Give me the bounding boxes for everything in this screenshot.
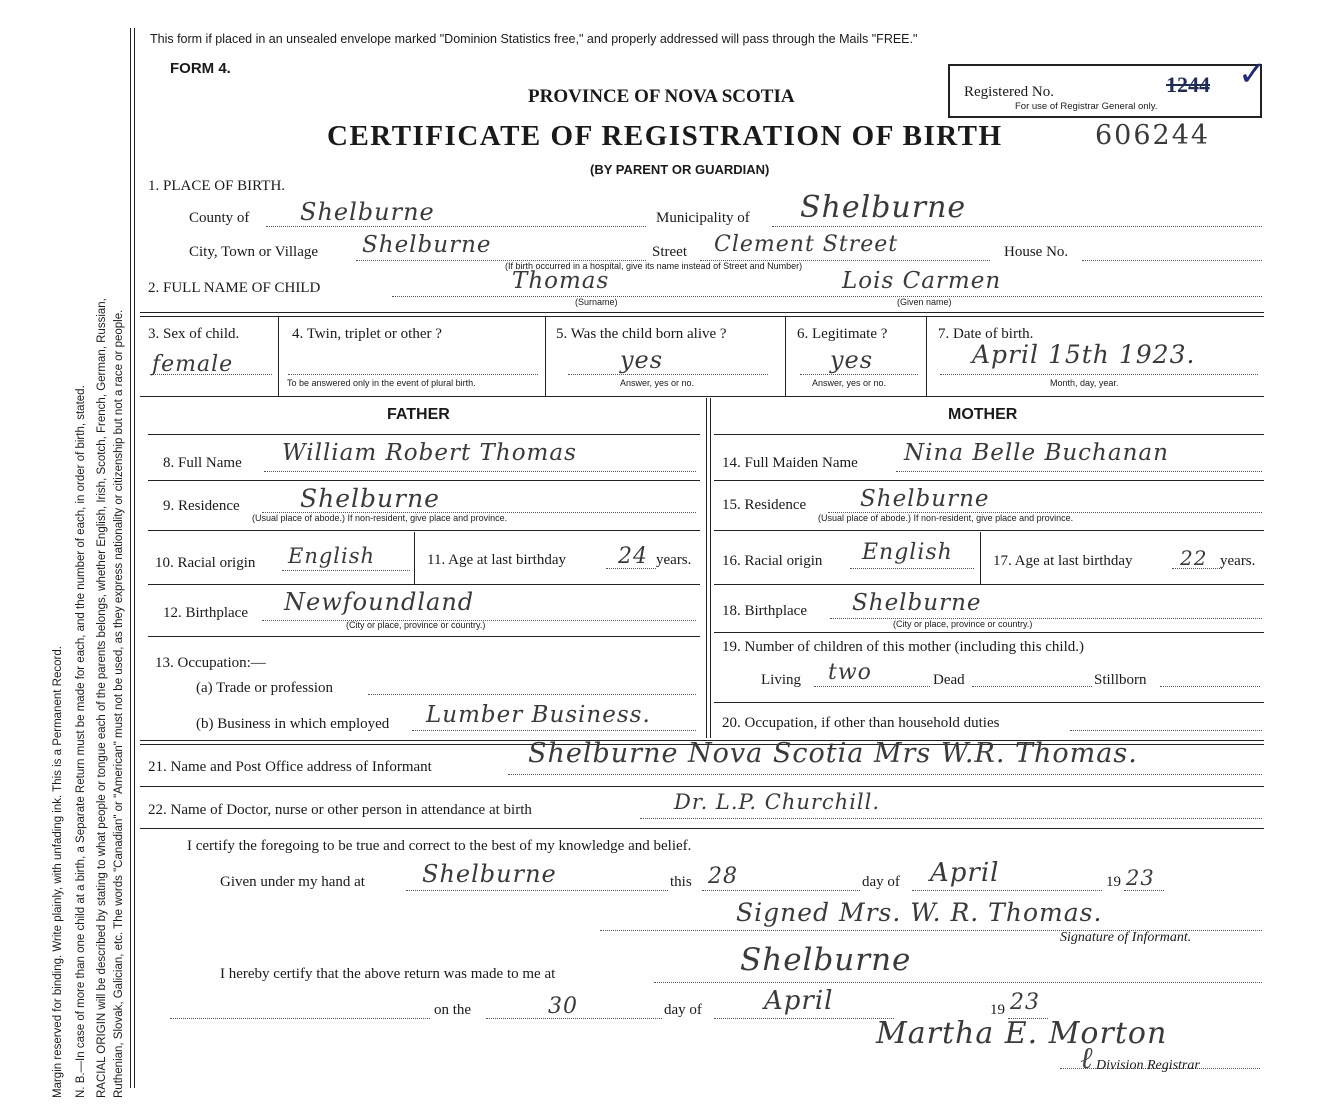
certificate-number: 606244: [1095, 120, 1211, 151]
form-number: FORM 4.: [170, 60, 231, 77]
margin-rule: [130, 28, 131, 1088]
child-surname: Thomas: [512, 268, 610, 294]
registrar-year: 23: [1010, 990, 1040, 1015]
mother-res-value: Shelburne: [860, 486, 990, 512]
house-label: House No.: [1004, 244, 1069, 260]
twin-label: 4. Twin, triplet or other ?: [292, 326, 442, 342]
mother-heading: MOTHER: [948, 406, 1018, 423]
given-label: Given under my hand at: [220, 874, 365, 890]
certificate-subtitle: (BY PARENT OR GUARDIAN): [590, 162, 770, 177]
registered-number: 1244: [1166, 72, 1210, 97]
city-value: Shelburne: [362, 232, 492, 258]
father-age-value: 24: [618, 544, 648, 569]
mother-racial-value: English: [862, 540, 953, 565]
certify-statement: I certify the foregoing to be true and correct to the best of my knowledge and belief.: [187, 838, 692, 854]
given-day-of-label: day of: [862, 874, 900, 890]
city-label: City, Town or Village: [189, 244, 319, 260]
municipality-value: Shelburne: [800, 190, 967, 225]
father-res-label: 9. Residence: [163, 498, 240, 514]
living-label: Living: [761, 672, 801, 688]
registered-note: For use of Registrar General only.: [1015, 101, 1158, 112]
mother-age-value: 22: [1180, 546, 1208, 570]
this-label: this: [670, 874, 692, 890]
informant-signature: Signed Mrs. W. R. Thomas.: [736, 898, 1103, 927]
informant-label: 21. Name and Post Office address of Informant: [148, 759, 432, 775]
father-name-value: William Robert Thomas: [282, 440, 577, 466]
living-value: two: [828, 660, 872, 685]
street-label: Street: [652, 244, 687, 260]
alive-value: yes: [620, 346, 664, 374]
county-value: Shelburne: [300, 198, 435, 226]
dob-note: Month, day, year.: [1050, 378, 1119, 388]
children-label: 19. Number of children of this mother (including this child.): [722, 639, 1085, 655]
father-name-label: 8. Full Name: [163, 455, 242, 471]
registrar-day-of-label: day of: [664, 1002, 702, 1018]
province-heading: PROVINCE OF NOVA SCOTIA: [528, 86, 795, 107]
child-name-label: 2. FULL NAME OF CHILD: [148, 280, 321, 296]
twin-note: To be answered only in the event of plural birth.: [287, 378, 476, 388]
father-birthplace-value: Newfoundland: [284, 588, 475, 616]
dead-label: Dead: [933, 672, 965, 688]
margin-note-binding: Margin reserved for binding. Write plainly, with unfading ink. This is a Permanent Record.: [52, 646, 64, 1098]
father-age-label: 11. Age at last birthday: [427, 552, 566, 568]
mother-birthplace-label: 18. Birthplace: [722, 603, 807, 619]
margin-rule-inner: [134, 28, 135, 1088]
mother-name-value: Nina Belle Buchanan: [904, 440, 1169, 466]
dob-value: April 15th 1923.: [972, 340, 1196, 369]
legit-value: yes: [830, 346, 874, 374]
mother-name-label: 14. Full Maiden Name: [722, 455, 858, 471]
place-heading: 1. PLACE OF BIRTH.: [148, 178, 286, 194]
mother-birthplace-note: (City or place, province or country.): [893, 619, 1033, 629]
father-res-note: (Usual place of abode.) If non-resident, give place and province.: [252, 513, 508, 523]
registrar-initials: ℓ: [1080, 1042, 1093, 1075]
father-birthplace-note: (City or place, province or country.): [346, 620, 486, 630]
margin-note-racial-origin: RACIAL ORIGIN will be described by stating to what people or tongue each of the parents belongs, whether English, Irish, Scotch, French, German, Russian,: [96, 298, 108, 1098]
mail-note: This form if placed in an unsealed envelope marked "Dominion Statistics free," and properly addressed will pass through the Mails "FREE.": [150, 32, 918, 46]
surname-note: (Surname): [575, 297, 618, 307]
given-note: (Given name): [897, 297, 952, 307]
county-label: County of: [189, 210, 250, 226]
given-place: Shelburne: [422, 860, 557, 888]
legit-label: 6. Legitimate ?: [797, 326, 888, 342]
mother-res-label: 15. Residence: [722, 497, 807, 513]
mother-res-note: (Usual place of abode.) If non-resident, give place and province.: [818, 513, 1074, 523]
informant-value: Shelburne Nova Scotia Mrs W.R. Thomas.: [528, 738, 1138, 769]
father-racial-label: 10. Racial origin: [155, 555, 256, 571]
mother-years: years.: [1220, 553, 1256, 569]
trade-label: (a) Trade or profession: [196, 680, 334, 696]
dob-label: 7. Date of birth.: [938, 326, 1034, 342]
business-label: (b) Business in which employed: [196, 716, 390, 732]
registrar-statement: I hereby certify that the above return was made to me at: [220, 966, 556, 982]
margin-note-separate-return: N. B.—In case of more than one child at a birth, a Separate Return must be made for each, and the number of each, in order of birth, stated.: [75, 385, 87, 1098]
sex-value: female: [152, 352, 234, 377]
registrar-day: 30: [548, 994, 578, 1019]
doctor-label: 22. Name of Doctor, nurse or other person in attendance at birth: [148, 802, 532, 818]
child-given-name: Lois Carmen: [842, 268, 1002, 294]
given-year: 23: [1126, 866, 1155, 890]
legit-note: Answer, yes or no.: [812, 378, 887, 388]
father-racial-value: English: [288, 544, 376, 568]
registrar-place: Shelburne: [740, 942, 912, 978]
mother-racial-label: 16. Racial origin: [722, 553, 823, 569]
registrar-signature: Martha E. Morton: [876, 1016, 1168, 1051]
given-month: April: [930, 858, 1000, 888]
father-heading: FATHER: [387, 406, 450, 423]
mother-birthplace-value: Shelburne: [852, 590, 982, 616]
father-years: years.: [656, 552, 692, 568]
father-birthplace-label: 12. Birthplace: [163, 605, 248, 621]
doctor-value: Dr. L.P. Churchill.: [674, 790, 881, 814]
alive-label: 5. Was the child born alive ?: [556, 326, 727, 342]
alive-note: Answer, yes or no.: [620, 378, 695, 388]
father-res-value: Shelburne: [300, 484, 440, 513]
registrar-month: April: [764, 986, 834, 1016]
check-mark: ✓: [1238, 56, 1267, 93]
given-year-prefix: 19: [1106, 874, 1121, 890]
stillborn-label: Stillborn: [1094, 672, 1147, 688]
business-value: Lumber Business.: [426, 702, 651, 728]
hospital-note: (If birth occurred in a hospital, give its name instead of Street and Number): [505, 261, 803, 271]
municipality-label: Municipality of: [656, 210, 750, 226]
mother-age-label: 17. Age at last birthday: [993, 553, 1133, 569]
given-day: 28: [708, 864, 738, 889]
mother-occupation-label: 20. Occupation, if other than household duties: [722, 715, 1000, 731]
on-the-label: on the: [434, 1002, 472, 1018]
division-registrar-label: Division Registrar: [1096, 1058, 1200, 1073]
father-occupation-label: 13. Occupation:—: [155, 655, 266, 671]
margin-note-nationality: Ruthenian, Slovak, Galician, etc. The words "Canadian" or "American" must not be used, as they express nationality or citizenship but not a race or people.: [113, 309, 125, 1098]
certificate-title: CERTIFICATE OF REGISTRATION OF BIRTH: [327, 120, 1003, 152]
registered-label: Registered No.: [964, 84, 1054, 100]
sex-label: 3. Sex of child.: [148, 326, 240, 342]
street-value: Clement Street: [714, 232, 899, 257]
signature-label: Signature of Informant.: [1060, 930, 1192, 945]
registrar-year-prefix: 19: [990, 1002, 1005, 1018]
